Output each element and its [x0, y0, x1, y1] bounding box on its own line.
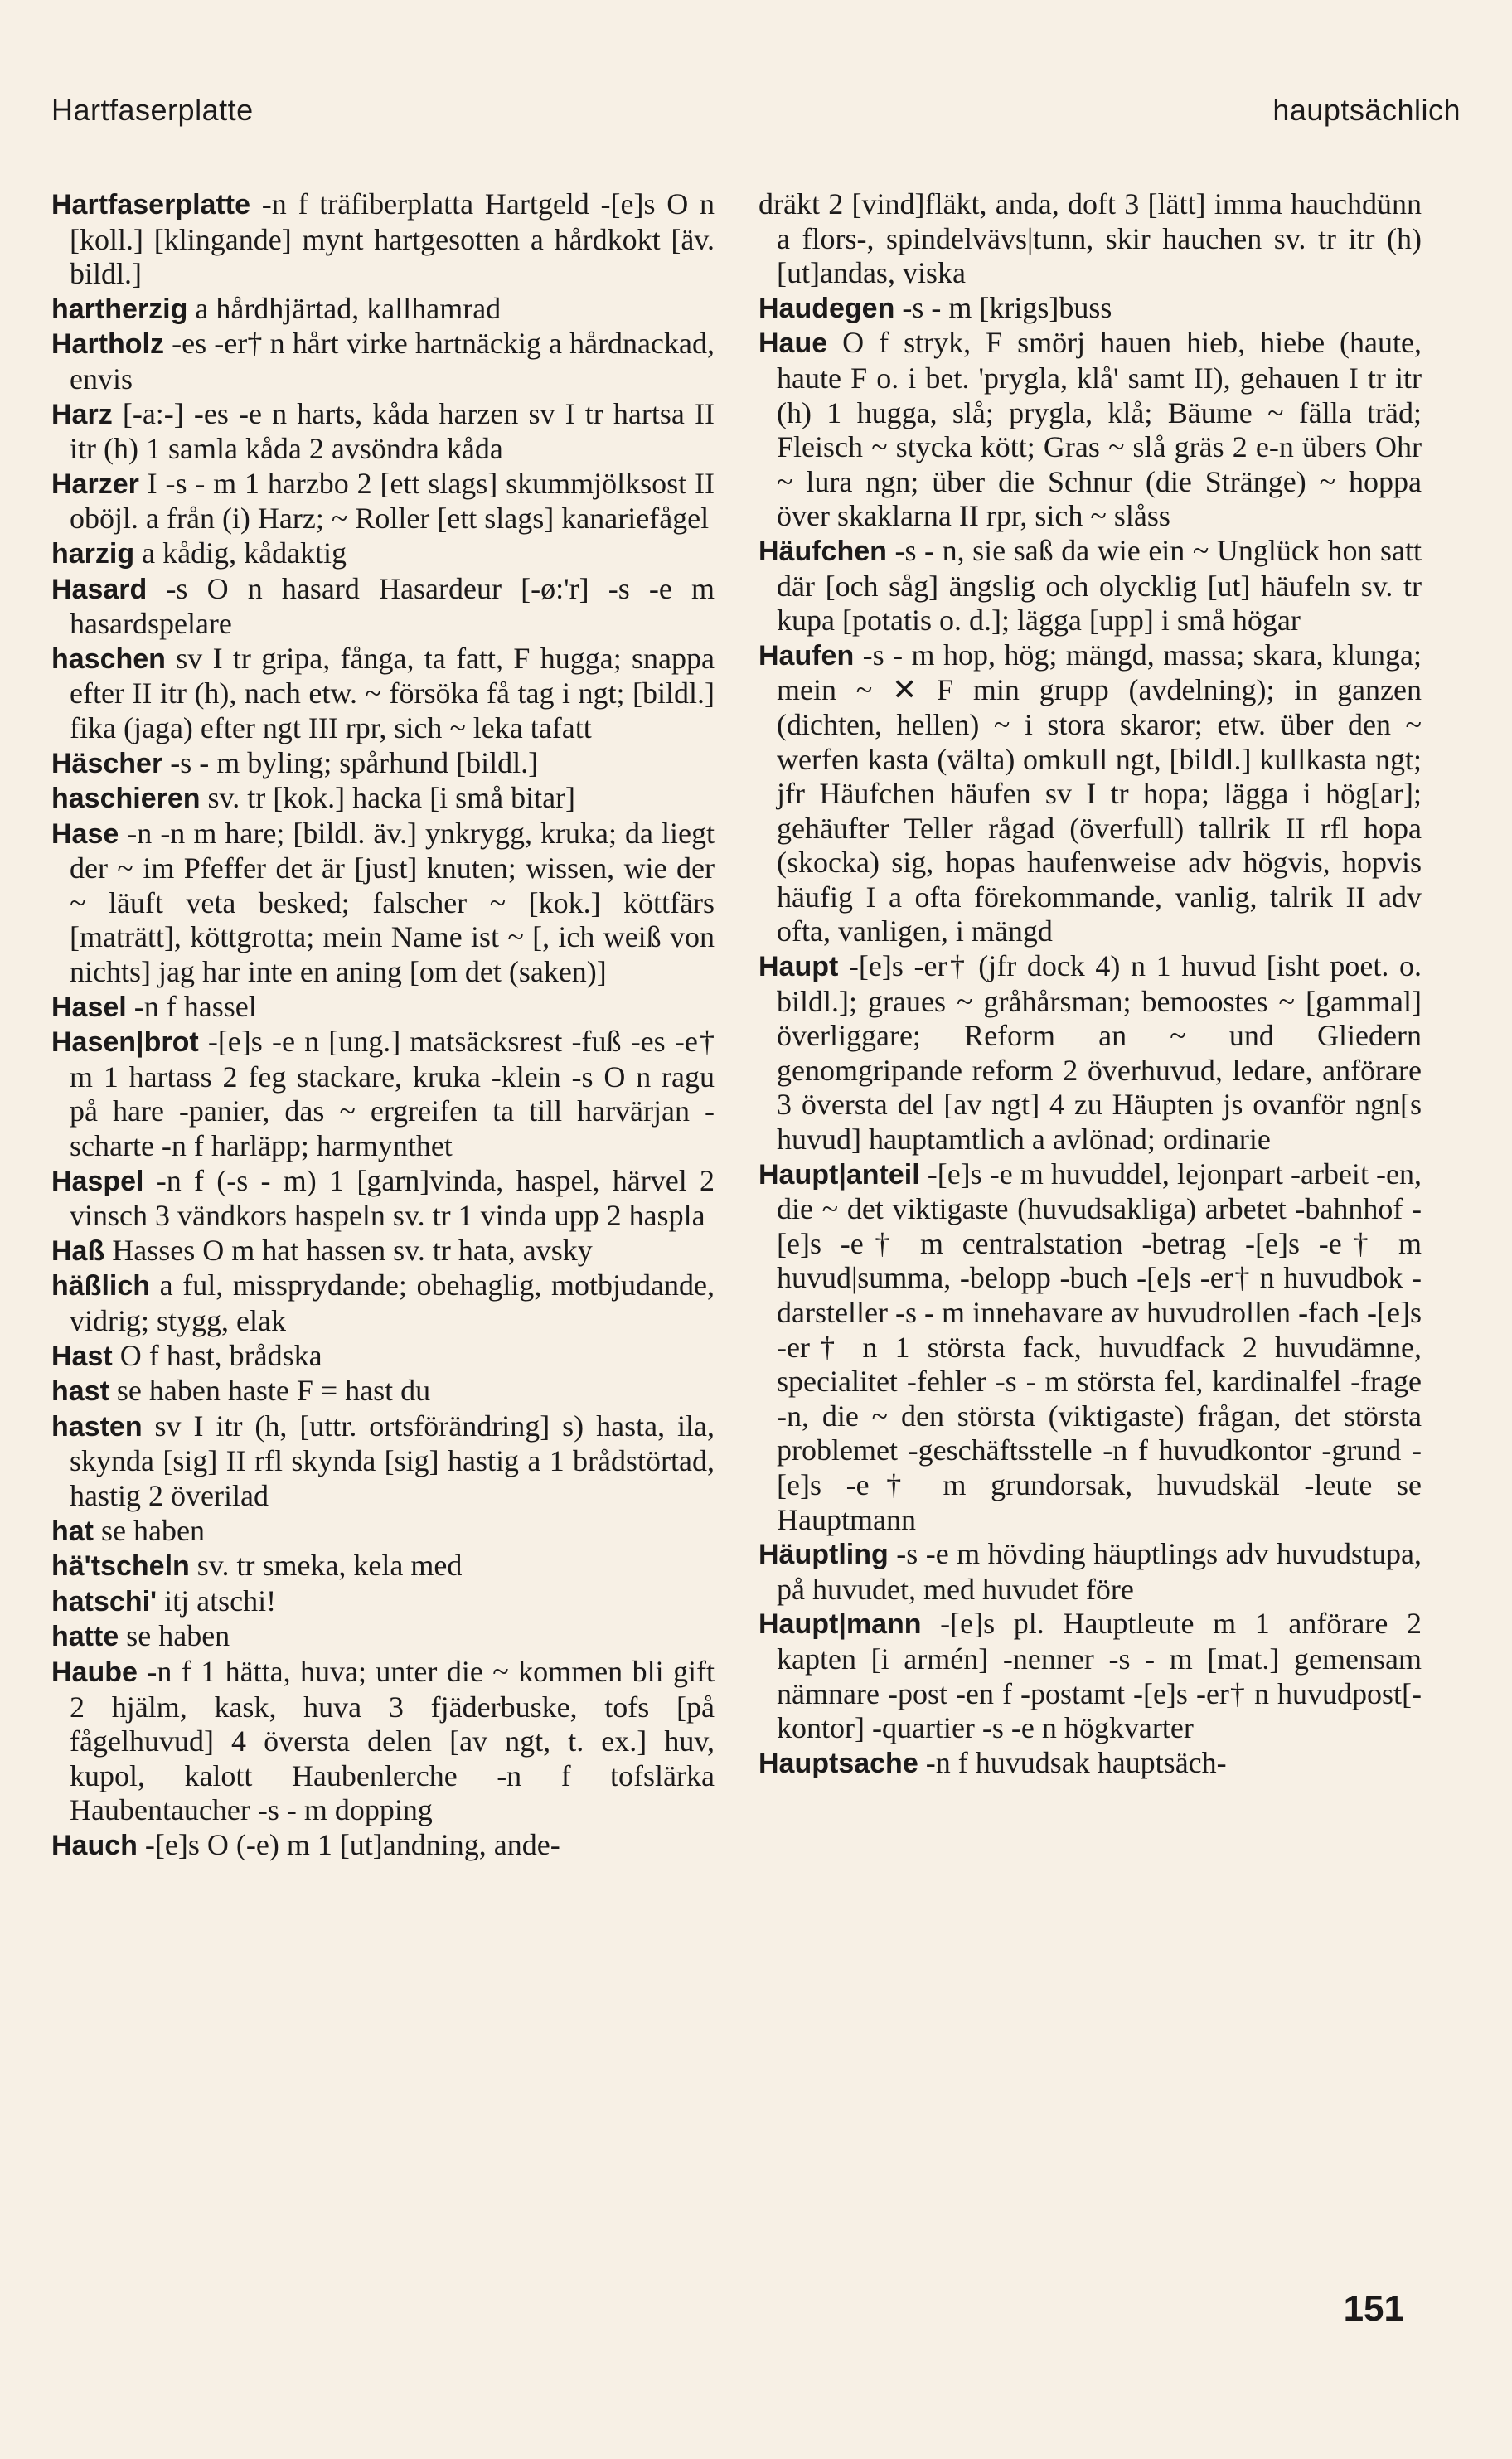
dictionary-entry	[51, 781, 715, 817]
entry-headword: Harzer	[51, 468, 139, 500]
entry-headword: Haß	[51, 1234, 105, 1267]
entry-headword: Häscher	[51, 747, 163, 779]
entry-headword: Hasel	[51, 991, 127, 1023]
entry-definition: -s - m hop, hög; mängd, massa; skara, klunga; mein ~ ✕ F min grupp (avdelning); in ganzen (dichten, hellen) ~ i stora skaror; etw. über den ~ werfen kasta (välta) omkull ngt, [bildl.] kullkasta ngt; jfr Häufchen häufen sv I tr hopa; lägga i hög[ar]; gehäufter Teller rågad (överfull) tallrik II rfl hopa (skocka) sig, hopas haufenweise adv högvis, hopvis häufig I a ofta förekommande, vanlig, talrik II adv ofta, vanligen, i mängd	[777, 638, 1422, 948]
entry-definition: O f stryk, F smörj hauen hieb, hiebe (haute, haute F o. i bet. 'prygla, klå' samt II), gehauen I tr itr (h) 1 hugga, slå; prygla, klå; Bäume ~ fälla träd; Fleisch ~ stycka kött; Gras ~ slå gräs 2 e-n übers Ohr ~ lura ngn; über die Schnur (die Stränge) ~ hoppa över skaklarna II rpr, sich ~ slåss	[777, 326, 1422, 533]
entry-headword: Haufen	[758, 639, 855, 672]
dictionary-entry	[51, 187, 715, 292]
entry-definition: -n f huvudsak hauptsäch-	[918, 1745, 1227, 1779]
entry-definition: se haben	[94, 1513, 205, 1547]
dictionary-entry	[758, 638, 1422, 949]
entry-definition: sv I itr (h, [uttr. ortsförändring] s) hasta, ila, skynda [sig] II rfl skynda [sig] hastig a 1 brådstörtad, hastig 2 överilad	[70, 1409, 715, 1512]
dictionary-entry	[51, 642, 715, 746]
dictionary-entry	[51, 1374, 715, 1409]
entry-definition: -n f hassel	[126, 989, 257, 1023]
left-column	[51, 187, 715, 1864]
entry-definition: Hasses O m hat hassen sv. tr hata, avsky	[104, 1233, 593, 1267]
entry-definition: itj atschi!	[157, 1584, 277, 1618]
entry-definition: -n -n m hare; [bildl. äv.] ynkrygg, kruka; da liegt der ~ im Pfeffer det är [just] knuten; wissen, wie der ~ läuft veta besked; falscher ~ [kok.] köttfärs [maträtt], köttgrotta; mein Name ist ~ [, ich weiß von nichts] jag har inte en aning [om det (saken)]	[70, 816, 715, 989]
dictionary-entry	[51, 467, 715, 536]
entry-headword: Hartholz	[51, 328, 164, 361]
entry-headword: Hasard	[51, 573, 148, 605]
entry-headword: haschieren	[51, 783, 201, 815]
entry-headword: hat	[51, 1515, 94, 1547]
entry-definition: a hårdhjärtad, kallhamrad	[187, 291, 502, 325]
entry-headword: Haube	[51, 1656, 138, 1688]
entry-definition: -n f (-s - m) 1 [garn]vinda, haspel, härvel 2 vinsch 3 vändkors haspeln sv. tr 1 vinda upp 2 haspla	[70, 1163, 715, 1233]
entry-definition: sv. tr smeka, kela med	[189, 1549, 463, 1583]
entry-headword: hasten	[51, 1410, 143, 1443]
entry-definition: O f hast, brådska	[112, 1338, 322, 1372]
dictionary-entry	[758, 1607, 1422, 1745]
entry-definition: -s - m byling; spårhund [bildl.]	[162, 745, 539, 779]
dictionary-entry	[758, 326, 1422, 534]
entry-definition: dräkt 2 [vind]fläkt, anda, doft 3 [lätt] imma hauchdünn a flors-, spindelvävs|tunn, skir hauchen sv. tr itr (h) [ut]andas, viska	[758, 187, 1422, 290]
dictionary-entry	[51, 1549, 715, 1584]
entry-definition: -[e]s -e m huvuddel, lejonpart -arbeit -en, die ~ det viktigaste (huvudsakliga) arbetet -bahnhof -[e]s -e† m centralstation -betrag -[e]s -e† m huvud|summa, -belopp -buch -[e]s -er† n huvudbok -darsteller -s - m innehavare av huvudrollen -fach -[e]s -er† n 1 största fack, huvudfack 2 huvudämne, specialitet -fehler -s - m största fel, kardinalfel -frage -n, die ~ den största (viktigaste) frågan, det största problemet -geschäftsstelle -n f huvudkontor -grund -[e]s -e† m grundorsak, huvudskäl -leute se Hauptmann	[777, 1157, 1422, 1536]
entry-headword: hatte	[51, 1621, 119, 1653]
entry-headword: Hasen|brot	[51, 1026, 199, 1059]
dictionary-entry	[758, 949, 1422, 1157]
dictionary-entry	[51, 292, 715, 327]
entry-headword: Harz	[51, 398, 113, 430]
dictionary-entry	[51, 397, 715, 467]
entry-headword: Haue	[758, 327, 828, 360]
entry-headword: Haupt	[758, 951, 839, 983]
entry-definition: se haben haste F = hast du	[109, 1374, 431, 1408]
dictionary-entry	[51, 1164, 715, 1234]
entry-headword: Haudegen	[758, 292, 895, 324]
dictionary-entry	[51, 990, 715, 1026]
dictionary-entry	[758, 291, 1422, 327]
entry-headword: hä'tscheln	[51, 1550, 190, 1583]
entry-headword: Hast	[51, 1340, 113, 1372]
entry-headword: harzig	[51, 537, 135, 570]
entry-definition: -s -e m hövding häuptlings adv huvudstupa, på huvudet, med huvudet före	[777, 1537, 1422, 1606]
dictionary-entry	[51, 1514, 715, 1550]
entry-definition: -s O n hasard Hasardeur [-ø:'r] -s -e m hasardspelare	[70, 571, 715, 641]
entry-definition: se haben	[119, 1619, 230, 1653]
entry-definition: I -s - m 1 harzbo 2 [ett slags] skummjölksost II oböjl. a från (i) Harz; ~ Roller [ett slags] kanariefågel	[70, 466, 715, 536]
entry-headword: Hase	[51, 817, 119, 850]
dictionary-entry	[51, 1619, 715, 1655]
entry-definition: -es -er† n hårt virke hartnäckig a hårdnackad, envis	[70, 327, 715, 395]
dictionary-entry	[51, 746, 715, 782]
dictionary-entry	[51, 817, 715, 990]
entry-definition: -[e]s pl. Hauptleute m 1 anförare 2 kapten [i armén] -nenner -s - m [mat.] gemensam nämnare -post -en f -postamt -[e]s -er† n huvudpost[-kontor] -quartier -s -e n högkvarter	[777, 1607, 1422, 1745]
dictionary-entry	[758, 187, 1422, 291]
entry-definition: sv. tr [kok.] hacka [i små bitar]	[200, 781, 576, 815]
entry-headword: Hauptsache	[758, 1747, 918, 1779]
entry-headword: Hauch	[51, 1829, 138, 1861]
entry-definition: -[e]s -er† (jfr dock 4) n 1 huvud [isht poet. o. bildl.]; graues ~ gråhårsman; bemoostes ~ [gammal] överliggare; Reform an ~ und Gliedern genomgripande reform 2 överhuvud, ledare, anförare 3 översta del [av ngt] 4 zu Häupten js ovanför ngn[s huvud] hauptamtlich a avlönad; ordinarie	[777, 949, 1422, 1157]
entry-headword: haschen	[51, 643, 166, 675]
entry-headword: Haupt|anteil	[758, 1158, 920, 1191]
header-right-guideword: hauptsächlich	[1272, 93, 1461, 127]
dictionary-entry	[758, 1157, 1422, 1538]
page-number: 151	[1343, 2288, 1404, 2329]
dictionary-entry	[51, 1025, 715, 1163]
dictionary-entry	[51, 1655, 715, 1828]
dictionary-entry	[758, 1537, 1422, 1607]
dictionary-entry	[51, 572, 715, 642]
dictionary-entry	[51, 1828, 715, 1864]
dictionary-entry	[758, 1746, 1422, 1782]
entry-definition: sv I tr gripa, fånga, ta fatt, F hugga; snappa efter II itr (h), nach etw. ~ försöka få tag i ngt; [bildl.] fika (jaga) efter ngt III rpr, sich ~ leka tafatt	[70, 641, 715, 744]
entry-headword: hartherzig	[51, 293, 188, 325]
entry-definition: a ful, missprydande; obehaglig, motbjudande, vidrig; stygg, elak	[70, 1268, 715, 1337]
entry-headword: hatschi'	[51, 1585, 158, 1618]
entry-headword: häßlich	[51, 1270, 151, 1302]
page-header	[51, 93, 1461, 143]
entry-definition: -n f 1 hätta, huva; unter die ~ kommen bli gift 2 hjälm, kask, huva 3 fjäderbuske, tofs [på fågelhuvud] 4 översta delen [av ngt, t. ex.] huv, kupol, kalott Haubenlerche -n f tofslärka Haubentaucher -s - m dopping	[70, 1654, 715, 1827]
entry-headword: Hartfaserplatte	[51, 189, 250, 221]
entry-definition: -[e]s -e n [ung.] matsäcksrest -fuß -es -e† m 1 hartass 2 feg stackare, kruka -klein -s O n ragu på hare -panier, das ~ ergreifen ta till harvärjan -scharte -n f harläpp; harmynthet	[70, 1025, 715, 1163]
dictionary-entry	[51, 1584, 715, 1620]
header-left-guideword: Hartfaserplatte	[51, 93, 254, 127]
dictionary-entry	[51, 536, 715, 572]
entry-definition: a kådig, kådaktig	[134, 536, 347, 570]
dictionary-entry	[51, 1409, 715, 1514]
entry-definition: -n f träfiberplatta Hartgeld -[e]s O n [koll.] [klingande] mynt hartgesotten a hårdkokt [äv. bildl.]	[70, 187, 715, 291]
dictionary-entry	[51, 327, 715, 396]
right-column	[758, 187, 1422, 1781]
entry-headword: Häuptling	[758, 1539, 889, 1571]
entry-definition: -[e]s O (-e) m 1 [ut]andning, ande-	[137, 1827, 560, 1861]
entry-definition: -s - m [krigs]buss	[894, 290, 1112, 324]
entry-headword: hast	[51, 1375, 109, 1408]
dictionary-entry	[51, 1234, 715, 1269]
entry-headword: Haupt|mann	[758, 1608, 922, 1641]
dictionary-entry	[51, 1268, 715, 1338]
entry-headword: Häufchen	[758, 535, 887, 567]
dictionary-entry	[758, 534, 1422, 638]
entry-definition: [-a:-] -es -e n harts, kåda harzen sv I tr hartsa II itr (h) 1 samla kåda 2 avsöndra kåda	[70, 396, 715, 466]
dictionary-entry	[51, 1339, 715, 1375]
entry-definition: -s - n, sie saß da wie ein ~ Unglück hon satt där [och såg] ängslig och olycklig [ut] häufeln sv. tr kupa [potatis o. d.]; lägga [upp] i små högar	[777, 533, 1422, 638]
entry-headword: Haspel	[51, 1165, 144, 1197]
